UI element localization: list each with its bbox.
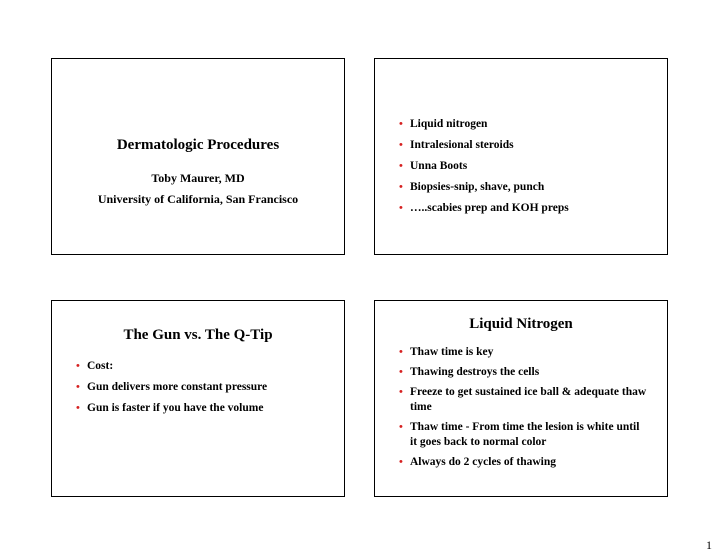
- bullet-icon: •: [399, 421, 403, 433]
- slide-4-bullet-list: [399, 345, 649, 470]
- list-item: • Thaw time - From time the lesion is white until it goes back to normal color: [399, 421, 640, 448]
- bullet-icon: •: [399, 118, 403, 130]
- list-item: • Liquid nitrogen: [399, 118, 488, 130]
- slide-1-author: Toby Maurer, MD: [151, 171, 245, 185]
- slide-3-bullet-list: [76, 359, 336, 416]
- list-item: • …..scabies prep and KOH preps: [399, 202, 569, 214]
- list-item: • Unna Boots: [399, 160, 468, 172]
- list-item: • Gun delivers more constant pressure: [76, 381, 268, 393]
- bullet-icon: •: [399, 456, 403, 468]
- slide-3-title: The Gun vs. The Q-Tip: [123, 327, 273, 343]
- bullet-icon: •: [399, 181, 403, 193]
- bullet-icon: •: [76, 381, 80, 393]
- list-item: • Biopsies-snip, shave, punch: [399, 181, 545, 193]
- page-number: 1: [706, 538, 712, 552]
- bullet-icon: •: [76, 402, 80, 414]
- bullet-icon: •: [399, 366, 403, 378]
- list-item: • Always do 2 cycles of thawing: [399, 456, 556, 468]
- list-item: • Intralesional steroids: [399, 139, 514, 151]
- slide-3: [51, 300, 345, 497]
- bullet-icon: •: [399, 386, 403, 398]
- slide-1: [51, 58, 345, 255]
- bullet-icon: •: [399, 139, 403, 151]
- slide-4: [374, 300, 668, 497]
- slide-4-title: Liquid Nitrogen: [469, 316, 573, 332]
- list-item: • Thawing destroys the cells: [399, 366, 540, 378]
- list-item: • Cost:: [76, 360, 114, 372]
- bullet-icon: •: [76, 360, 80, 372]
- list-item: • Thaw time is key: [399, 346, 494, 358]
- slide-1-affiliation: University of California, San Francisco: [97, 192, 299, 206]
- bullet-icon: •: [399, 160, 403, 172]
- slide-2-bullet-list: [399, 117, 659, 216]
- bullet-icon: •: [399, 202, 403, 214]
- bullet-icon: •: [399, 346, 403, 358]
- slide-1-title: Dermatologic Procedures: [116, 137, 280, 153]
- slide-2: [374, 58, 668, 255]
- list-item: • Freeze to get sustained ice ball & adequate thaw time: [399, 386, 647, 413]
- list-item: • Gun is faster if you have the volume: [76, 402, 264, 414]
